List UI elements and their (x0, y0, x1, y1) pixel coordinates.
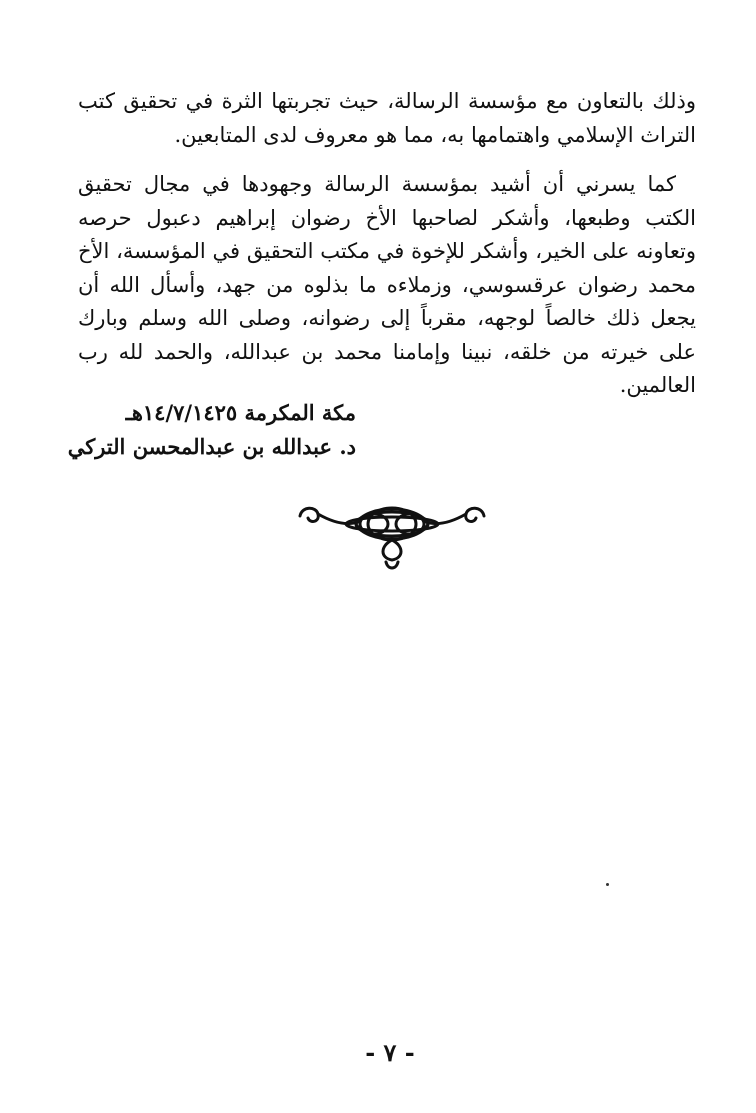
paragraph-1: وذلك بالتعاون مع مؤسسة الرسالة، حيث تجربتها الثرة في تحقيق كتب التراث الإسلامي واهتمامها به، مما هو معروف لدى المتابعين. (78, 89, 696, 147)
signature-name: د. عبدالله بن عبدالمحسن التركي (67, 434, 356, 459)
page-number: - ٧ - (365, 1038, 415, 1067)
paragraph-2: كما يسرني أن أشيد بمؤسسة الرسالة وجهودها في مجال تحقيق الكتب وطبعها، وأشكر لصاحبها الأخ رضوان إبراهيم دعبول حرصه وتعاونه على الخير، وأشكر للإخوة في مكتب التحقيق في المؤسسة، الأخ محمد رضوان عرقسوسي، وزملاءه ما بذلوه من جهد، وأسأل الله أن يجعل ذلك خالصاً لوجهه، مقرباً إلى رضوانه، وصلى الله وسلم وبارك على خيرته من خلقه، نبينا وإمامنا محمد بن عبدالله، والحمد لله رب العالمين. (78, 172, 696, 397)
signature-place-date: مكة المكرمة ١٤/٧/١٤٢٥هـ (125, 400, 356, 425)
calligraphic-knot-ornament-icon (296, 500, 488, 572)
scan-speck (606, 883, 609, 886)
